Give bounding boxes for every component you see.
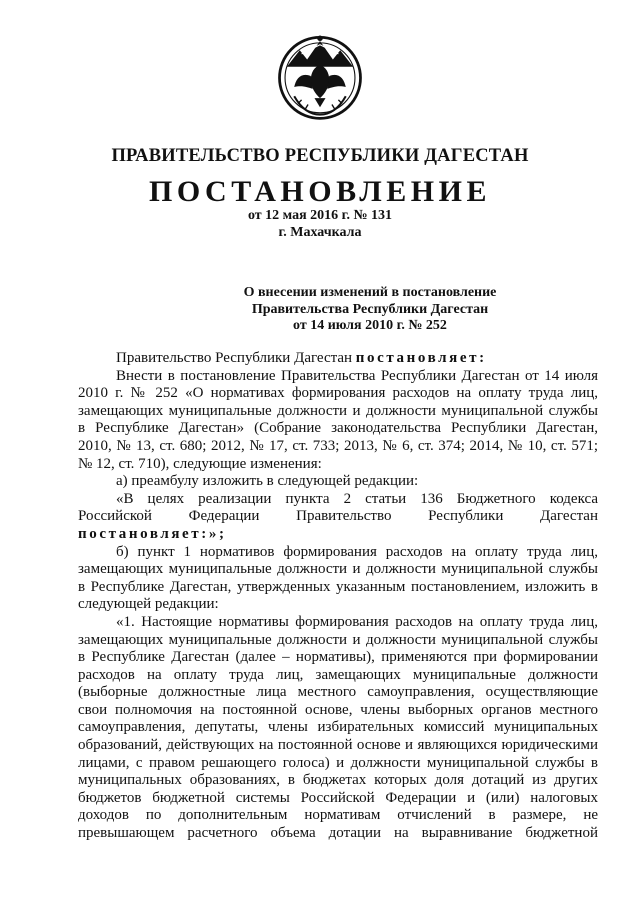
body-line: 2010, № 13, ст. 680; 2012, № 17, ст. 733; 2013, № 6, ст. 374; 2014, № 10, ст. 571;: [78, 437, 598, 454]
body-line: замещающих муниципальные должности и должности муниципальной службы: [78, 561, 598, 578]
body-line: постановляет:»;: [78, 525, 227, 542]
body-line: б) пункт 1 нормативов формирования расходов на оплату труда лиц,: [116, 543, 598, 560]
document-date-number: от 12 мая 2016 г. № 131: [247, 208, 393, 223]
body-line: самоуправления, депутаты, члены избирательных комиссий муниципальных: [78, 719, 598, 736]
body-line: 2010 г. № 252 «О нормативах формирования расходов на оплату труда лиц,: [78, 385, 598, 402]
subject-line: О внесении изменений в постановление: [243, 285, 497, 300]
body-line: Российской Федерации Правительство Республики Дагестан: [78, 508, 598, 525]
decides-word: постановляет:: [355, 350, 487, 366]
body-line: лицами, с правом решающего голоса) и должности муниципальной службы в: [78, 754, 598, 771]
body-line: в Республике Дагестан» (Собрание законодательства Республики Дагестан,: [78, 420, 598, 437]
body-line: Внести в постановление Правительства Республики Дагестан от 14 июля: [116, 367, 598, 384]
body-line: а) преамбулу изложить в следующей редакции:: [116, 473, 419, 490]
body-line: в Республике Дагестан, утвержденных указанным постановлением, изложить в: [78, 578, 598, 595]
body-line: замещающих муниципальные должности и должности муниципальной службы: [78, 402, 598, 419]
body-line: превышающем расчетного объема дотации на выравнивание бюджетной: [78, 825, 598, 842]
body-line: следующей редакции:: [78, 596, 219, 613]
dagestan-coat-of-arms-icon: [274, 30, 366, 122]
subject-line: от 14 июля 2010 г. № 252: [293, 318, 447, 333]
document-city: г. Махачкала: [278, 225, 362, 240]
document-subject: [170, 285, 570, 335]
preamble-text: Правительство Республики Дагестан: [116, 350, 353, 366]
subject-line: Правительства Республики Дагестан: [251, 301, 489, 317]
body-line: бюджетов бюджетной системы Российской Федерации и (или) налоговых: [78, 789, 598, 806]
body-line: в Республике Дагестан (далее – нормативы), применяются при формировании: [78, 649, 598, 666]
body-line: доходов по дополнительным нормативам отчислений в размере, не: [78, 807, 598, 824]
document-type: ПОСТАНОВЛЕНИЕ: [149, 175, 491, 208]
body-line: № 12, ст. 710), следующие изменения:: [78, 455, 322, 472]
body-line: замещающих муниципальные должности и должности муниципальной службы: [78, 631, 598, 648]
body-line: (выборные должностные лица местного самоуправления, осуществляющие: [78, 684, 598, 701]
body-line: свои полномочия на постоянной основе, члены выборных органов местного: [78, 701, 598, 718]
government-name: ПРАВИТЕЛЬСТВО РЕСПУБЛИКИ ДАГЕСТАН: [111, 146, 529, 166]
body-line: расходов на оплату труда лиц, замещающих муниципальные должности: [78, 666, 598, 683]
document-body: [78, 350, 598, 843]
body-line: «1. Настоящие нормативы формирования расходов на оплату труда лиц,: [116, 613, 598, 630]
body-line: образований, действующих на постоянной основе и являющихся юридическими: [78, 737, 598, 754]
body-line: «В целях реализации пункта 2 статьи 136 Бюджетного кодекса: [116, 490, 598, 507]
body-line: муниципальных образованиях, в бюджетах которых доля дотаций из других: [78, 772, 598, 789]
preamble-line: [78, 350, 598, 368]
